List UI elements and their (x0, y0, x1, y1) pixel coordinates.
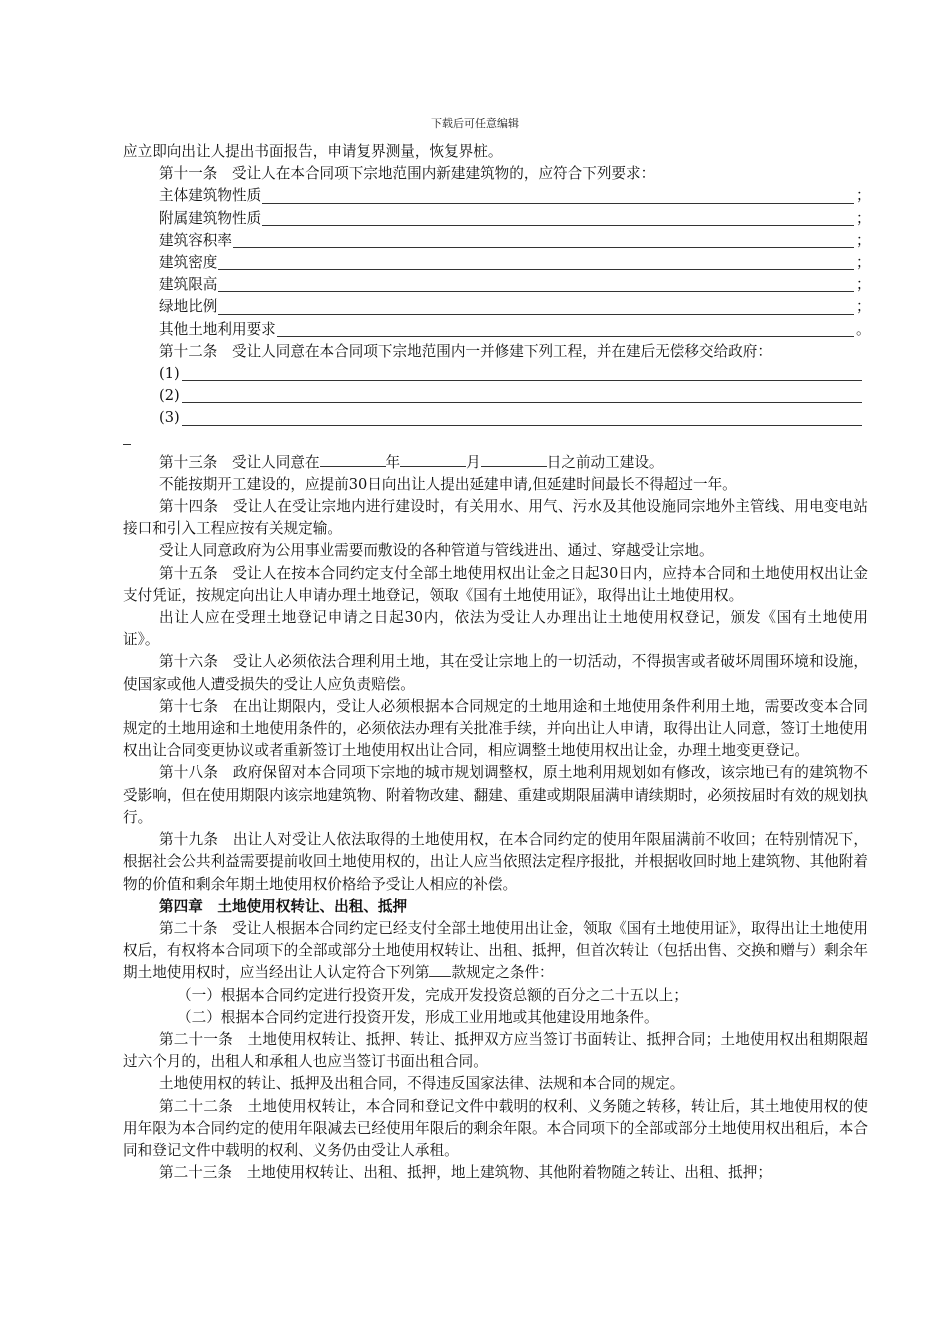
underline-mark (123, 444, 131, 445)
requirement-row (123, 252, 871, 274)
fill-in-blank[interactable] (182, 365, 862, 381)
year-blank[interactable] (320, 452, 386, 467)
work-item-row (123, 407, 868, 429)
paragraph: 不能按期开工建设的，应提前30日向出让人提出延建申请,但延建时间最长不得超过一年。 (159, 475, 737, 493)
article-22: 第二十二条 土地使用权转让，本合同和登记文件中载明的权利、义务随之转移，转让后，其土地使用权的使用年限为本合同约定的使用年限减去已经使用年限后的剩余年限。本合同项下的全部或部分土地使用权出租后，本合同和登记文件中载明的权利、义务仍由受让人承租。 (123, 1097, 868, 1159)
article-20-text: 第二十条 受让人根据本合同约定已经支付全部土地使用出让金，领取《国有土地使用证》，取得出让土地使用权后，有权将本合同项下的全部或部分土地使用权转让、出租、抵押，但首次转让（包括出售、交换和赠与）剩余年期土地使用权时，应当经出让人认定符合下列第 (123, 919, 868, 982)
requirement-end: ； (856, 231, 871, 249)
day-blank[interactable] (481, 452, 547, 467)
page-header: 下载后可任意编辑 (431, 117, 519, 130)
requirement-row (123, 274, 871, 296)
article-23: 第二十三条 土地使用权转让、出租、抵押，地上建筑物、其他附着物随之转让、出租、抵押； (159, 1164, 772, 1182)
requirement-end: ； (856, 298, 871, 316)
day-label: 日之前动工建设。 (546, 453, 664, 471)
article-11: 第十一条 受让人在本合同项下宗地范围内新建建筑物的，应符合下列要求： (159, 165, 656, 183)
article-15: 第十五条 受让人在按本合同约定支付全部土地使用权出让金之日起30日内，应持本合同和土地使用权出让金支付凭证，按规定向出让人申请办理土地登记，领取《国有土地使用证》，取得出让土地使用权。 (123, 564, 868, 604)
condition-item: （二）根据本合同约定进行投资开发，形成工业用地或其他建设用地条件。 (177, 1008, 659, 1026)
fill-in-blank[interactable] (182, 410, 862, 426)
fill-in-blank[interactable] (277, 321, 854, 337)
fill-in-blank[interactable] (262, 210, 854, 226)
article-13 (123, 452, 868, 474)
paragraph: 应立即向出让人提出书面报告，申请复界测量，恢复界桩。 (123, 143, 503, 160)
article-14: 第十四条 受让人在受让宗地内进行建设时，有关用水、用气、污水及其他设施同宗地外主管线、用电变电站接口和引入工程应按有关规定输。 (123, 498, 868, 538)
month-blank[interactable] (400, 452, 466, 467)
requirement-label: 主体建筑物性质 (159, 187, 262, 205)
works-list (123, 363, 868, 430)
requirement-label: 其他土地利用要求 (159, 320, 276, 338)
article-17: 第十七条 在出让期限内，受让人必须根据本合同规定的土地用途和土地使用条件利用土地，需要改变本合同规定的土地用途和土地使用条件的，必须依法办理有关批准手续，并向出让人申请，取得出让人同意，签订土地使用权出让合同变更协议或者重新签订土地使用权出让合同，相应调整土地使用权出让金，办理土地变更登记。 (123, 697, 868, 760)
paragraph: 受让人同意政府为公用事业需要而敷设的各种管道与管线进出、通过、穿越受让宗地。 (159, 542, 714, 560)
article-20 (123, 918, 868, 985)
work-item-number: (2) (159, 387, 180, 405)
fill-in-blank[interactable] (182, 387, 862, 403)
requirement-row (123, 296, 871, 318)
chapter-heading: 第四章 土地使用权转让、出租、抵押 (159, 897, 408, 915)
requirement-end: ； (856, 187, 871, 205)
article-13-text: 第十三条 受让人同意在 (159, 453, 320, 471)
work-item-row (123, 363, 868, 385)
work-item-number: (3) (159, 409, 180, 427)
year-label: 年 (385, 453, 401, 471)
requirement-row (123, 230, 871, 252)
requirement-end: ； (856, 254, 871, 272)
requirement-end: ； (856, 276, 871, 294)
month-label: 月 (466, 453, 481, 471)
fill-in-blank[interactable] (218, 254, 854, 270)
paragraph: 出让人应在受理土地登记申请之日起30内，依法为受让人办理出让土地使用权登记，颁发《国有土地使用证》。 (123, 609, 868, 649)
fill-in-blank[interactable] (262, 188, 854, 204)
fill-in-blank[interactable] (218, 299, 854, 315)
document-body (123, 141, 871, 1184)
work-item-number: (1) (159, 365, 180, 383)
requirement-row (123, 185, 871, 207)
requirement-row (123, 319, 871, 341)
article-19: 第十九条 出让人对受让人依法取得的土地使用权，在本合同约定的使用年限届满前不收回；在特别情况下，根据社会公共利益需要提前收回土地使用权的，出让人应当依照法定程序报批，并根据收回时地上建筑物、其他附着物的价值和剩余年期土地使用权价格给予受让人相应的补偿。 (123, 831, 868, 893)
requirement-row (123, 208, 871, 230)
condition-item: （一）根据本合同约定进行投资开发，完成开发投资总额的百分之二十五以上； (177, 986, 688, 1004)
clause-number-blank[interactable] (429, 962, 451, 977)
requirements-list (123, 185, 871, 340)
requirement-label: 绿地比例 (159, 298, 218, 316)
article-18: 第十八条 政府保留对本合同项下宗地的城市规划调整权，原土地利用规划如有修改，该宗地已有的建筑物不受影响，但在使用期限内该宗地建筑物、附着物改建、翻建、重建或期限届满申请续期时，必须按届时有效的规划执行。 (123, 764, 868, 826)
stray-underline (123, 430, 868, 452)
article-16: 第十六条 受让人必须依法合理利用土地，其在受让宗地上的一切活动，不得损害或者破坏周围环境和设施，使国家或他人遭受损失的受让人应负责赔偿。 (123, 653, 868, 693)
requirement-end: 。 (856, 320, 871, 338)
fill-in-blank[interactable] (218, 276, 854, 292)
fill-in-blank[interactable] (233, 232, 854, 248)
requirement-label: 附属建筑物性质 (159, 209, 262, 227)
article-21: 第二十一条 土地使用权转让、抵押、转让、抵押双方应当签订书面转让、抵押合同；土地使用权出租期限超过六个月的，出租人和承租人也应当签订书面出租合同。 (123, 1030, 868, 1071)
article-20-text-end: 款规定之条件： (451, 964, 554, 982)
paragraph: 土地使用权的转让、抵押及出租合同，不得违反国家法律、法规和本合同的规定。 (159, 1075, 685, 1093)
requirement-label: 建筑容积率 (159, 231, 232, 249)
requirement-label: 建筑密度 (159, 254, 218, 272)
requirement-label: 建筑限高 (159, 276, 218, 294)
article-12: 第十二条 受让人同意在本合同项下宗地范围内一并修建下列工程，并在建后无偿移交给政府： (159, 342, 772, 360)
work-item-row (123, 385, 868, 407)
requirement-end: ； (856, 209, 871, 227)
